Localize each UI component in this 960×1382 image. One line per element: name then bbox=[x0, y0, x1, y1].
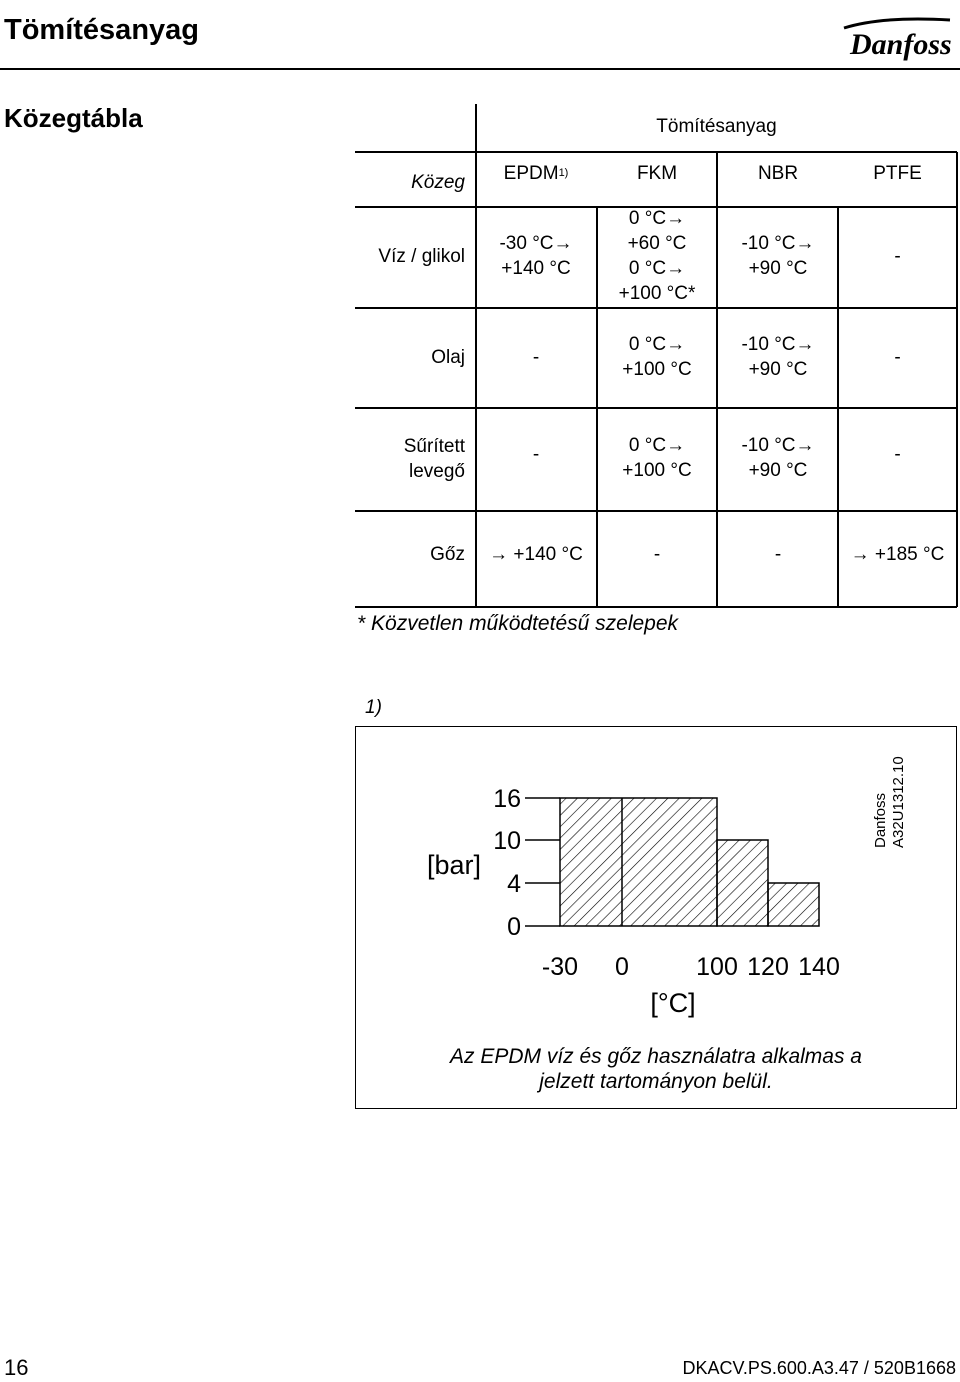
cell-water-epdm: -30 °C→ +140 °C bbox=[499, 233, 573, 279]
x-axis-label: [°C] bbox=[650, 988, 696, 1018]
grid-line bbox=[956, 152, 958, 607]
medium-header: Közeg bbox=[411, 171, 465, 193]
y-tick-label: 16 bbox=[493, 785, 521, 813]
x-tick-label: -30 bbox=[541, 953, 579, 981]
row-medium-compressed-air: Sűrített levegő bbox=[403, 436, 465, 482]
col-header-ptfe: PTFE bbox=[873, 162, 922, 184]
range-step-3 bbox=[768, 883, 819, 926]
epdm-footnote-ref: 1) bbox=[558, 166, 569, 179]
grid-line bbox=[716, 152, 718, 607]
col-header-epdm-label: EPDM bbox=[503, 162, 559, 184]
cell-water-fkm: 0 °C→ +60 °C 0 °C→ +100 °C* bbox=[618, 208, 696, 304]
x-tick-label: 0 bbox=[615, 953, 629, 981]
page-header-title: Tömítésanyag bbox=[4, 14, 199, 46]
cell-oil-ptfe: - bbox=[894, 346, 901, 368]
cell-air-nbr: -10 °C→ +90 °C bbox=[741, 435, 815, 481]
document-code: DKACV.PS.600.A3.47 / 520B1668 bbox=[682, 1358, 956, 1378]
grid-line bbox=[355, 307, 957, 309]
header-rule bbox=[0, 68, 960, 70]
grid-line bbox=[355, 151, 957, 153]
cell-water-nbr: -10 °C→ +90 °C bbox=[741, 233, 815, 279]
watermark-line-1: Danfoss bbox=[872, 792, 889, 848]
danfoss-logo bbox=[842, 14, 954, 62]
section-title: Közegtábla bbox=[4, 103, 143, 133]
range-step-1 bbox=[560, 798, 717, 926]
cell-oil-nbr: -10 °C→ +90 °C bbox=[741, 334, 815, 380]
cell-water-ptfe: - bbox=[894, 245, 901, 267]
page-number: 16 bbox=[4, 1355, 29, 1380]
logo-text: Danfoss bbox=[850, 28, 952, 61]
cell-steam-ptfe: → +185 °C bbox=[850, 543, 945, 565]
x-tick-label: 140 bbox=[798, 953, 840, 981]
grid-line bbox=[355, 606, 957, 608]
chart-watermark bbox=[872, 756, 907, 848]
grid-line bbox=[355, 510, 957, 512]
grid-line bbox=[475, 104, 477, 607]
chart-caption: Az EPDM víz és gőz használatra alkalmas a jelzett tartományon belül. bbox=[449, 1045, 862, 1093]
cell-air-epdm: - bbox=[532, 443, 540, 465]
watermark-line-2: A32U1312.10 bbox=[890, 756, 907, 848]
cell-air-ptfe: - bbox=[894, 443, 901, 465]
x-tick-label: 100 bbox=[696, 953, 738, 981]
cell-steam-epdm: → +140 °C bbox=[489, 543, 583, 565]
row-medium-oil: Olaj bbox=[431, 346, 465, 368]
y-tick-label: 4 bbox=[507, 870, 521, 898]
y-tick-label: 10 bbox=[493, 827, 521, 855]
x-tick-label: 120 bbox=[747, 953, 789, 981]
chart-footnote-marker: 1) bbox=[365, 697, 382, 718]
table-footnote: * Közvetlen működtetésű szelepek bbox=[357, 612, 679, 635]
cell-steam-fkm: - bbox=[653, 543, 661, 565]
row-medium-steam: Gőz bbox=[430, 543, 465, 565]
col-header-epdm bbox=[476, 152, 596, 194]
grid-line bbox=[355, 407, 957, 409]
cell-steam-nbr: - bbox=[774, 543, 782, 565]
y-axis-label: [bar] bbox=[426, 850, 482, 880]
cell-oil-fkm: 0 °C→ +100 °C bbox=[622, 334, 692, 380]
y-tick-label: 0 bbox=[507, 913, 521, 941]
range-step-2 bbox=[717, 840, 768, 926]
cell-oil-epdm: - bbox=[532, 346, 540, 368]
grid-line bbox=[355, 206, 957, 208]
row-medium-water-glycol: Víz / glikol bbox=[378, 245, 465, 267]
table-group-header: Tömítésanyag bbox=[656, 115, 777, 137]
col-header-fkm: FKM bbox=[636, 162, 678, 184]
cell-air-fkm: 0 °C→ +100 °C bbox=[622, 435, 692, 481]
col-header-nbr: NBR bbox=[757, 162, 799, 184]
